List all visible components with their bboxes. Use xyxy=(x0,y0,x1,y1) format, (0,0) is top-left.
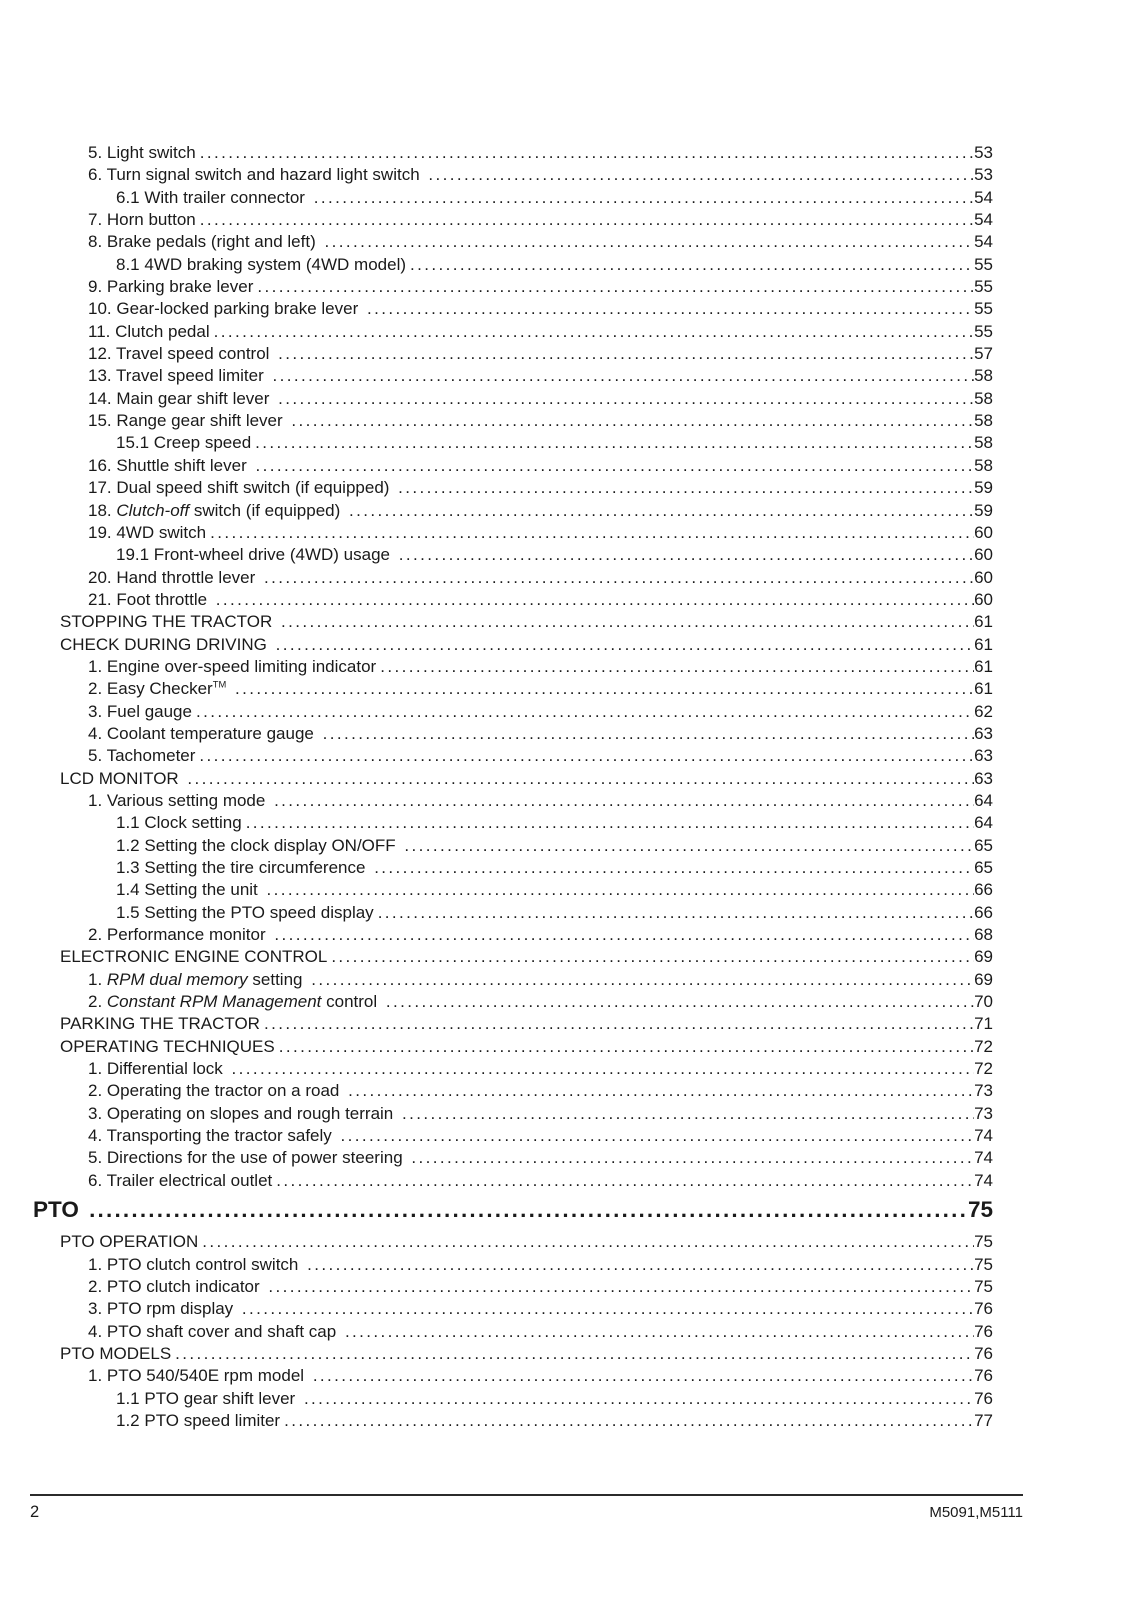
toc-dot-leader xyxy=(345,500,974,522)
toc-page-number: 57 xyxy=(974,344,993,364)
toc-page-number: 53 xyxy=(974,165,993,185)
toc-entry xyxy=(116,812,993,834)
toc-dot-leader xyxy=(253,276,974,298)
toc-dot-leader xyxy=(303,1254,974,1276)
toc-entry xyxy=(88,701,993,723)
toc-dot-leader xyxy=(394,477,974,499)
toc-dot-leader xyxy=(370,857,974,879)
toc-entry xyxy=(88,298,993,320)
toc-page-number: 70 xyxy=(974,992,993,1012)
footer-divider xyxy=(30,1494,1023,1496)
toc-page-number: 61 xyxy=(974,634,993,654)
toc-entry xyxy=(88,589,993,611)
toc-page-number: 76 xyxy=(974,1321,993,1341)
toc-page-number: 55 xyxy=(974,277,993,297)
toc-dot-leader xyxy=(263,879,975,901)
toc-entry-label: 20. Hand throttle lever xyxy=(88,567,260,587)
toc-entry-label: 21. Foot throttle xyxy=(88,589,212,609)
toc-page-number: 75 xyxy=(974,1232,993,1252)
toc-page-number: 63 xyxy=(974,768,993,788)
toc-dot-leader xyxy=(310,187,974,209)
toc-page-number: 64 xyxy=(974,790,993,810)
toc-entry-label: 6.1 With trailer connector xyxy=(116,187,310,207)
toc-entry xyxy=(88,567,993,589)
toc-dot-leader xyxy=(382,991,974,1013)
toc-page-number: 55 xyxy=(974,299,993,319)
toc-page-number: 74 xyxy=(974,1170,993,1190)
toc-entry-label: 1.1 Clock setting xyxy=(116,813,242,833)
toc-entry-label: 4. Coolant temperature gauge xyxy=(88,723,319,743)
toc-entry-label: 2. Constant RPM Management control xyxy=(88,992,382,1012)
toc-entry xyxy=(88,209,993,231)
toc-entry xyxy=(88,365,993,387)
toc-entry-label: 4. PTO shaft cover and shaft cap xyxy=(88,1321,341,1341)
toc-entry xyxy=(88,678,993,700)
toc-dot-leader xyxy=(206,522,974,544)
toc-entry xyxy=(88,388,993,410)
toc-dot-leader xyxy=(406,254,974,276)
toc-entry xyxy=(116,857,993,879)
toc-dot-leader xyxy=(400,835,974,857)
toc-dot-leader xyxy=(272,1170,974,1192)
toc-entry-label: 1. PTO 540/540E rpm model xyxy=(88,1366,309,1386)
toc-page-number: 60 xyxy=(974,522,993,542)
toc-entry xyxy=(88,500,993,522)
toc-entry-label: 19.1 Front-wheel drive (4WD) usage xyxy=(116,545,395,565)
page-footer xyxy=(30,1503,1023,1522)
toc-dot-leader xyxy=(280,1410,974,1432)
toc-entry-label: 1.1 PTO gear shift lever xyxy=(116,1388,300,1408)
toc-dot-leader xyxy=(341,1321,974,1343)
toc-entry-label: 6. Trailer electrical outlet xyxy=(88,1170,273,1190)
toc-entry xyxy=(88,1125,993,1147)
toc-entry xyxy=(116,1388,993,1410)
toc-entry xyxy=(116,1410,993,1432)
footer-page-number: 2 xyxy=(30,1503,40,1521)
toc-entry xyxy=(88,164,993,186)
toc-entry-label: 8. Brake pedals (right and left) xyxy=(88,232,321,252)
toc-dot-leader xyxy=(192,701,974,723)
toc-entry xyxy=(88,1103,993,1125)
toc-page-number: 60 xyxy=(974,545,993,565)
toc-entry-label: 13. Travel speed limiter xyxy=(88,366,269,386)
toc-dot-leader xyxy=(344,1080,974,1102)
toc-page-number: 76 xyxy=(974,1343,993,1363)
toc-entry xyxy=(116,187,993,209)
toc-page-number: 59 xyxy=(974,500,993,520)
toc-entry-label: 2. Easy Checker™ xyxy=(88,679,227,699)
toc-entry xyxy=(116,544,993,566)
toc-page-number: 75 xyxy=(974,1254,993,1274)
toc-page-number: 74 xyxy=(974,1126,993,1146)
toc-entry-label: 1.4 Setting the unit xyxy=(116,880,263,900)
toc-page-number: 58 xyxy=(974,411,993,431)
toc-entry xyxy=(33,1194,993,1228)
toc-page-number: 61 xyxy=(974,679,993,699)
toc-dot-leader xyxy=(319,723,974,745)
toc-entry-label: 1. Various setting mode xyxy=(88,790,271,810)
toc-dot-leader xyxy=(307,969,974,991)
toc-entry-label: 18. Clutch-off switch (if equipped) xyxy=(88,500,346,520)
toc-page-number: 69 xyxy=(974,969,993,989)
toc-entry xyxy=(88,1058,993,1080)
toc-entry xyxy=(88,723,993,745)
toc-entry-label: 1. RPM dual memory setting xyxy=(88,969,308,989)
toc-entry xyxy=(88,1147,993,1169)
toc-entry-label: 8.1 4WD braking system (4WD model) xyxy=(116,254,407,274)
toc-dot-leader xyxy=(270,790,974,812)
toc-page-number: 65 xyxy=(974,835,993,855)
toc-page-number: 64 xyxy=(974,813,993,833)
toc-page-number: 76 xyxy=(974,1388,993,1408)
toc-entry xyxy=(116,879,993,901)
toc-entry xyxy=(88,343,993,365)
toc-page-number: 54 xyxy=(974,210,993,230)
toc-dot-leader xyxy=(251,455,974,477)
toc-dot-leader xyxy=(260,1013,974,1035)
toc-page-number: 75 xyxy=(974,1276,993,1296)
toc-entry xyxy=(60,1013,993,1035)
toc-dot-leader xyxy=(242,812,974,834)
toc-entry xyxy=(116,254,993,276)
toc-dot-leader xyxy=(212,589,974,611)
toc-entry xyxy=(88,1321,993,1343)
toc-page-number: 66 xyxy=(974,880,993,900)
toc-entry-label: 17. Dual speed shift switch (if equipped) xyxy=(88,478,395,498)
toc-entry-label: 19. 4WD switch xyxy=(88,522,207,542)
toc-dot-leader xyxy=(198,1231,974,1253)
toc-dot-leader xyxy=(337,1125,975,1147)
toc-page-number: 76 xyxy=(974,1299,993,1319)
toc-page-number: 73 xyxy=(974,1081,993,1101)
toc-dot-leader xyxy=(277,611,974,633)
toc-dot-leader xyxy=(275,1036,974,1058)
toc-dot-leader xyxy=(363,298,974,320)
toc-dot-leader xyxy=(195,745,974,767)
toc-page-number: 77 xyxy=(974,1410,993,1430)
toc-page-number: 60 xyxy=(974,567,993,587)
toc-page-number: 59 xyxy=(974,478,993,498)
toc-entry xyxy=(88,522,993,544)
toc-page-number: 76 xyxy=(974,1366,993,1386)
toc-entry-label: 11. Clutch pedal xyxy=(88,321,210,341)
toc-entry xyxy=(88,455,993,477)
toc-page-number: 63 xyxy=(974,746,993,766)
toc-entry-label: 7. Horn button xyxy=(88,210,196,230)
toc-page-number: 54 xyxy=(974,232,993,252)
toc-entry-label: 16. Shuttle shift lever xyxy=(88,455,252,475)
toc-entry-label: 2. Operating the tractor on a road xyxy=(88,1081,345,1101)
toc-page-number: 62 xyxy=(974,701,993,721)
toc-dot-leader xyxy=(300,1388,974,1410)
toc-dot-leader xyxy=(376,656,974,678)
toc-entry-label: 10. Gear-locked parking brake lever xyxy=(88,299,363,319)
toc-dot-leader xyxy=(398,1103,974,1125)
toc-entry xyxy=(60,634,993,656)
toc-entry xyxy=(88,142,993,164)
toc-entry xyxy=(88,1254,993,1276)
toc-entry xyxy=(88,1170,993,1192)
toc-page-number: 58 xyxy=(974,388,993,408)
toc-page-number: 72 xyxy=(974,1059,993,1079)
toc-entry xyxy=(88,1276,993,1298)
toc-entry-label: PTO xyxy=(33,1197,86,1223)
toc-entry-label: 1.3 Setting the tire circumference xyxy=(116,858,371,877)
toc-dot-leader xyxy=(309,1365,974,1387)
toc-dot-leader xyxy=(274,343,974,365)
toc-entry-label: 4. Transporting the tractor safely xyxy=(88,1126,337,1146)
toc-entry-label: 14. Main gear shift lever xyxy=(88,388,275,408)
toc-dot-leader xyxy=(238,1298,974,1320)
toc-entry xyxy=(60,768,993,790)
toc-dot-leader xyxy=(374,902,974,924)
toc-dot-leader xyxy=(171,1343,974,1365)
toc-entry xyxy=(88,477,993,499)
footer-model-code: M5091,M5111 xyxy=(929,1504,1023,1521)
toc-entry xyxy=(88,924,993,946)
toc-dot-leader xyxy=(327,946,974,968)
toc-entry-label: PTO OPERATION xyxy=(60,1232,199,1252)
toc-dot-leader xyxy=(183,768,974,790)
toc-page-number: 75 xyxy=(967,1197,993,1223)
toc-dot-leader xyxy=(287,410,974,432)
toc-dot-leader xyxy=(272,634,975,656)
toc-entry xyxy=(88,276,993,298)
toc-entry xyxy=(88,790,993,812)
toc-entry-label: 1.5 Setting the PTO speed display xyxy=(116,902,374,922)
toc-entry-label: 9. Parking brake lever xyxy=(88,277,254,297)
toc-entry xyxy=(88,1365,993,1387)
toc-entry-label: CHECK DURING DRIVING xyxy=(60,634,272,654)
toc-dot-leader xyxy=(251,432,974,454)
toc-entry-label: 1. Differential lock xyxy=(88,1059,228,1079)
toc-page-number: 73 xyxy=(974,1103,993,1123)
toc-entry-label: 5. Directions for the use of power steering xyxy=(88,1148,408,1168)
toc-entry-label: 3. Operating on slopes and rough terrain xyxy=(88,1103,398,1123)
toc-entry-label: 15. Range gear shift lever xyxy=(88,411,288,431)
toc-page-number: 63 xyxy=(974,723,993,743)
toc-entry-label: 12. Travel speed control xyxy=(88,344,275,364)
toc-page-number: 74 xyxy=(974,1148,993,1168)
toc-dot-leader xyxy=(196,142,974,164)
toc-page-number: 58 xyxy=(974,433,993,453)
toc-entry-label: 1. Engine over-speed limiting indicator xyxy=(88,656,377,676)
toc-entry xyxy=(88,1080,993,1102)
toc-dot-leader xyxy=(407,1147,974,1169)
toc-entry xyxy=(88,656,993,678)
toc-entry-label: ELECTRONIC ENGINE CONTROL xyxy=(60,947,328,967)
toc-entry xyxy=(60,1036,993,1058)
toc-entry xyxy=(116,902,993,924)
toc-entry-label: 15.1 Creep speed xyxy=(116,433,252,453)
toc-page-number: 58 xyxy=(974,455,993,475)
toc-entry-label: LCD MONITOR xyxy=(60,768,184,788)
toc-entry-label: 3. PTO rpm display xyxy=(88,1299,238,1319)
toc-entry xyxy=(88,991,993,1013)
toc-entry xyxy=(60,1231,993,1253)
toc-entry-label: 5. Tachometer xyxy=(88,746,196,766)
toc-entry xyxy=(88,321,993,343)
toc-dot-leader xyxy=(196,209,974,231)
toc-page-number: 55 xyxy=(974,321,993,341)
toc-page-number: 58 xyxy=(974,366,993,386)
toc-entry-label: 3. Fuel gauge xyxy=(88,701,192,721)
toc-entry xyxy=(88,1298,993,1320)
toc-dot-leader xyxy=(231,678,974,700)
toc-dot-leader xyxy=(260,567,974,589)
toc-page-number: 65 xyxy=(974,858,993,877)
toc-dot-leader xyxy=(85,1194,968,1226)
toc-entry-label: 1.2 Setting the clock display ON/OFF xyxy=(116,835,401,855)
toc-page-number: 68 xyxy=(974,925,993,945)
toc-entry-label: 6. Turn signal switch and hazard light switch xyxy=(88,165,425,185)
toc-page-number: 53 xyxy=(974,143,993,162)
toc-entry-label: 2. Performance monitor xyxy=(88,925,271,945)
toc-page-number: 61 xyxy=(974,656,993,676)
toc-entry-label: 5. Light switch xyxy=(88,143,196,162)
toc-entry-label: 2. PTO clutch indicator xyxy=(88,1276,265,1296)
toc-dot-leader xyxy=(320,231,974,253)
toc-dot-leader xyxy=(424,164,974,186)
toc-dot-leader xyxy=(395,544,974,566)
toc-dot-leader xyxy=(210,321,974,343)
toc-entry xyxy=(88,410,993,432)
toc-page-number: 72 xyxy=(974,1036,993,1056)
toc-dot-leader xyxy=(274,388,974,410)
toc-entry xyxy=(88,745,993,767)
toc-page-number: 54 xyxy=(974,187,993,207)
toc-entry xyxy=(116,835,993,857)
toc-entry-label: PTO MODELS xyxy=(60,1343,172,1363)
toc-dot-leader xyxy=(270,924,974,946)
toc-page-number: 66 xyxy=(974,902,993,922)
toc-entry xyxy=(60,611,993,633)
toc-dot-leader xyxy=(264,1276,974,1298)
toc-entry xyxy=(60,946,993,968)
toc-entry-label: 1.2 PTO speed limiter xyxy=(116,1410,281,1430)
toc-entry xyxy=(116,432,993,454)
toc-entry-label: PARKING THE TRACTOR xyxy=(60,1014,260,1034)
toc-page-number: 69 xyxy=(974,947,993,967)
toc-page-number: 71 xyxy=(974,1014,993,1034)
toc-dot-leader xyxy=(228,1058,975,1080)
toc-entry-label: STOPPING THE TRACTOR xyxy=(60,612,277,632)
toc-list xyxy=(33,142,993,1432)
toc-page-number: 55 xyxy=(974,254,993,274)
toc-entry xyxy=(88,969,993,991)
toc-entry xyxy=(88,231,993,253)
toc-page-number: 61 xyxy=(974,612,993,632)
toc-dot-leader xyxy=(268,365,974,387)
toc-entry-label: OPERATING TECHNIQUES xyxy=(60,1036,275,1056)
toc-entry xyxy=(60,1343,993,1365)
toc-page-number: 60 xyxy=(974,589,993,609)
toc-entry-label: 1. PTO clutch control switch xyxy=(88,1254,304,1274)
